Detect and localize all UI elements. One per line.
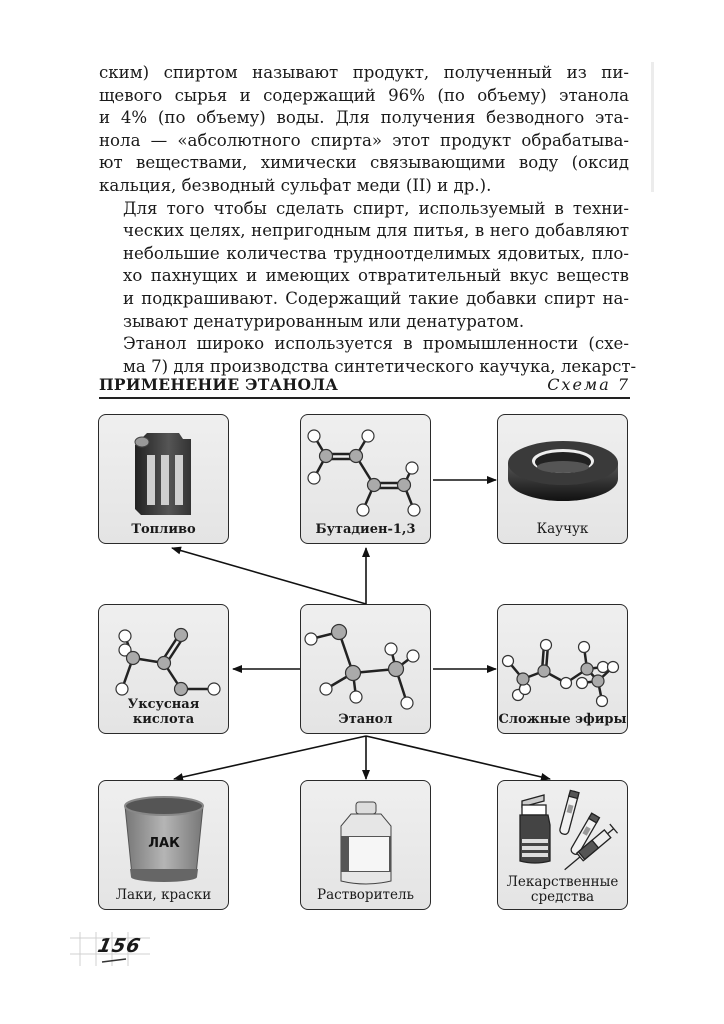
page-number-block [70,932,150,966]
card-rubber [497,414,628,544]
page-number: 156 [95,935,144,957]
arrow-ethanol-to-fuel [172,548,366,604]
text-line: ским) спиртом называют продукт, полученный из пи- [99,63,629,82]
text-line: кальция, безводный сульфат меди (II) и др.). [99,175,492,195]
text-line: ют веществами, химически связывающими воду (оксид [99,153,629,173]
card-label: Бутадиен-1,3 [315,522,416,537]
text-line: ма 7) для производства синтетического каучука, лекарст- [123,356,637,376]
text-line: хо пахнущих и имеющих отвратительный вкус веществ [123,266,629,286]
card-varnish [98,780,229,910]
tire-icon [498,415,628,520]
ethanol-molecule-icon [301,605,431,710]
text-line: зывают денатурированным или денатуратом. [123,311,525,331]
scheme-title: ПРИМЕНЕНИЕ ЭТАНОЛА [99,375,339,394]
card-label: Топливо [131,522,196,537]
text-line: нола — «абсолютного спирта» этот продукт обрабатыва- [99,130,629,150]
medicine-icon [498,781,628,886]
arrow-ethanol-to-varnish [174,736,366,779]
text-line: Для того чтобы сделать спирт, используемый в техни- [123,198,629,218]
text-line: ческих целях, непригодным для питья, в него добавляют [123,221,629,241]
text-line: и подкрашивают. Содержащий такие добавки спирт на- [123,288,629,308]
scheme-number: Схема 7 [547,375,630,394]
card-label: Растворитель [317,887,414,903]
card-label [498,875,627,905]
bucket-text: ЛАК [148,836,180,851]
text-line: Этанол широко используется в промышленности (схе- [123,334,629,354]
card-solvent [300,780,431,910]
card-ethanol [300,604,431,734]
card-label: Уксусная кислота [127,697,200,727]
card-medicine [497,780,628,910]
card-label-line2: средства [530,889,595,905]
fuel-canister-icon [99,415,229,520]
card-esters [497,604,628,734]
card-label-line1: Лекарственные [506,874,619,890]
card-fuel [98,414,229,544]
varnish-bucket-icon [99,781,229,886]
card-butadiene [300,414,431,544]
acetic-acid-molecule-icon [99,605,229,710]
solvent-bottle-icon [301,781,431,886]
card-acetic-acid [98,604,229,734]
text-line: и 4% (по объему) воды. Для получения безводного эта- [99,108,629,128]
arrow-ethanol-to-medicine [366,736,550,779]
ester-molecule-icon [498,605,628,710]
text-line: небольшие количества трудноотделимых ядовитых, пло- [123,243,629,263]
text-line: щевого сырья и содержащий 96% (по объему) этанола [99,85,629,105]
card-label: Лаки, краски [115,887,212,903]
card-label: Этанол [338,712,393,727]
card-label: Каучук [536,521,589,537]
card-label: Сложные эфиры [498,712,627,727]
butadiene-molecule-icon [301,415,431,520]
